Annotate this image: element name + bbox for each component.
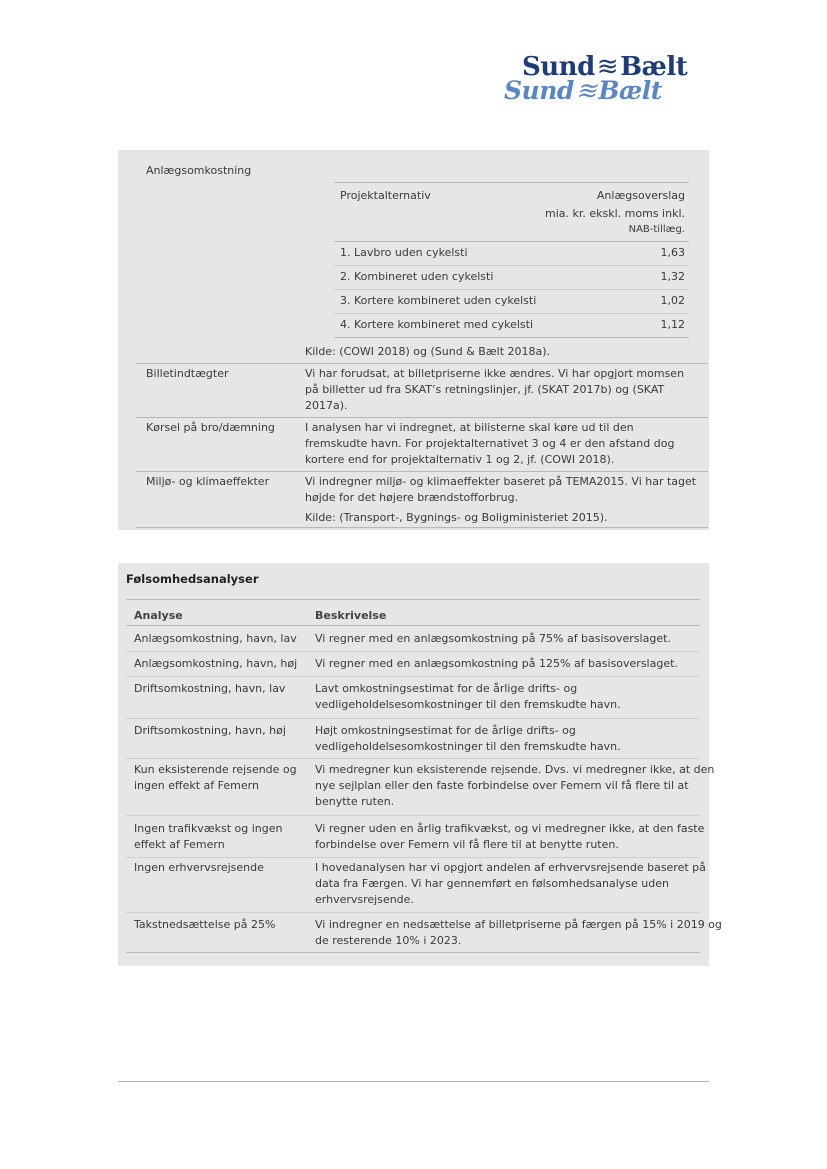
table-row-value: 1,12: [660, 318, 685, 331]
assumptions-box: [118, 150, 709, 530]
source-note: Kilde: (COWI 2018) og (Sund & Bælt 2018a).: [305, 345, 551, 358]
description-cell: Vi regner med en anlægsomkostning på 75% af basisoverslaget.: [315, 632, 671, 645]
source-note: Kilde: (Transport-, Bygnings- og Boligministeriet 2015).: [305, 511, 608, 524]
analysis-cell: Driftsomkostning, havn, lav: [134, 682, 286, 695]
analysis-cell: Kun eksisterende rejsende og: [134, 763, 297, 776]
ticket-revenue-label: Billetindtægter: [146, 367, 229, 380]
table-header-estimate: Anlægsoverslag: [596, 189, 685, 202]
analysis-cell: Anlægsomkostning, havn, høj: [134, 657, 298, 670]
table-row-name: 2. Kombineret uden cykelsti: [340, 270, 494, 283]
ticket-text-line: Vi har forudsat, at billetpriserne ikke ændres. Vi har opgjort momsen: [305, 367, 685, 380]
description-cell: Vi regner uden en årlig trafikvækst, og vi medregner ikke, at den faste: [315, 822, 705, 835]
environment-label: Miljø- og klimaeffekter: [146, 475, 270, 488]
description-cell: data fra Færgen. Vi har gennemført en følsomhedsanalyse uden: [315, 877, 669, 890]
description-cell: Vi regner med en anlægsomkostning på 125% af basisoverslaget.: [315, 657, 678, 670]
driving-label: Kørsel på bro/dæmning: [146, 421, 275, 434]
sensitivity-title: Følsomhedsanalyser: [126, 572, 259, 586]
analysis-cell: Ingen trafikvækst og ingen: [134, 822, 283, 835]
table-row-value: 1,32: [660, 270, 685, 283]
analysis-cell: ingen effekt af Femern: [134, 779, 259, 792]
description-cell: Vi medregner kun eksisterende rejsende. Dvs. vi medregner ikke, at den: [315, 763, 715, 776]
analysis-cell: Takstnedsættelse på 25%: [134, 918, 276, 931]
description-cell: I hovedanalysen har vi opgjort andelen af erhvervsrejsende baseret på: [315, 861, 706, 874]
ticket-text-line: 2017a).: [305, 399, 348, 412]
driving-text-line: I analysen har vi indregnet, at bilisterne skal køre ud til den: [305, 421, 634, 434]
analysis-cell: effekt af Femern: [134, 838, 225, 851]
footer-rule: [118, 1081, 709, 1082]
column-header-analysis: Analyse: [134, 609, 183, 622]
analysis-cell: Anlægsomkostning, havn, lav: [134, 632, 297, 645]
description-cell: vedligeholdelsesomkostninger til den fremskudte havn.: [315, 698, 621, 711]
description-cell: erhvervsrejsende.: [315, 893, 414, 906]
table-header-project: Projektalternativ: [340, 189, 431, 202]
table-header-unit: mia. kr. ekskl. moms inkl.: [544, 207, 685, 220]
description-cell: Lavt omkostningsestimat for de årlige drifts- og: [315, 682, 578, 695]
description-cell: benytte ruten.: [315, 795, 395, 808]
table-row-name: 3. Kortere kombineret uden cykelsti: [340, 294, 537, 307]
logo-text-primary: Sund≋Bælt: [522, 52, 688, 82]
description-cell: nye sejlplan eller den faste forbindelse over Femern vil få flere til at: [315, 779, 689, 792]
environment-text-line: højde for det højere brændstofforbrug.: [305, 491, 519, 504]
environment-text-line: Vi indregner miljø- og klimaeffekter baseret på TEMA2015. Vi har taget: [305, 475, 697, 488]
analysis-cell: Driftsomkostning, havn, høj: [134, 724, 286, 737]
table-row-name: 1. Lavbro uden cykelsti: [340, 246, 468, 259]
description-cell: de resterende 10% i 2023.: [315, 934, 462, 947]
logo-text-shadow: Sund≋Bælt: [504, 76, 662, 105]
driving-text-line: kortere end for projektalternativ 1 og 2, jf. (COWI 2018).: [305, 453, 615, 466]
analysis-cell: Ingen erhvervsrejsende: [134, 861, 264, 874]
table-row-value: 1,02: [660, 294, 685, 307]
driving-text-line: fremskudte havn. For projektalternativet 3 og 4 er den afstand dog: [305, 437, 675, 450]
column-header-description: Beskrivelse: [315, 609, 387, 622]
description-cell: forbindelse over Femern vil få flere til at benytte ruten.: [315, 838, 619, 851]
description-cell: Højt omkostningsestimat for de årlige drifts- og: [315, 724, 576, 737]
construction-cost-label: Anlægsomkostning: [146, 164, 252, 177]
ticket-text-line: på billetter ud fra SKAT’s retningslinjer, jf. (SKAT 2017b) og (SKAT: [305, 383, 665, 396]
description-cell: Vi indregner en nedsættelse af billetpriserne på færgen på 15% i 2019 og: [315, 918, 722, 931]
table-row-name: 4. Kortere kombineret med cykelsti: [340, 318, 534, 331]
description-cell: vedligeholdelsesomkostninger til den fremskudte havn.: [315, 740, 621, 753]
sund-baelt-logo: [500, 52, 715, 105]
table-row-value: 1,63: [660, 246, 685, 259]
sensitivity-box: [118, 563, 722, 966]
table-header-unit-2: NAB-tillæg.: [628, 224, 685, 235]
